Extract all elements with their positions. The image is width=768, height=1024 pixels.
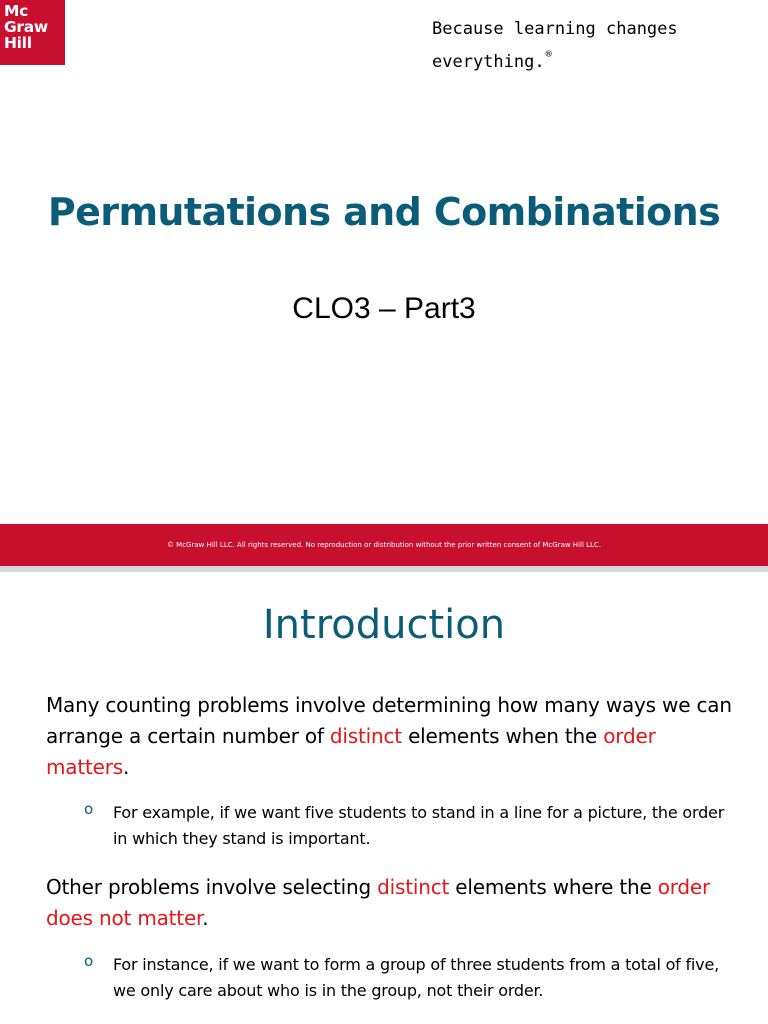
intro-slide (0, 572, 768, 1024)
para2-text-1: Other problems involve selecting (46, 875, 378, 899)
copyright-footer (0, 524, 768, 566)
bullet-circle-icon: o (84, 800, 93, 818)
sub-bullet-2-text: For instance, if we want to form a group of three students from a total of five, we only care about who is in the group, not their order. (113, 955, 719, 1000)
para2-text-2: elements where the (449, 875, 658, 899)
sub-bullet-1-text: For example, if we want five students to stand in a line for a picture, the order in which they stand is important. (113, 803, 725, 848)
logo-line-2: Graw (4, 18, 48, 36)
sub-bullet-1 (84, 800, 734, 852)
tagline (432, 16, 732, 75)
intro-paragraph-1 (46, 690, 736, 783)
intro-title: Introduction (262, 602, 506, 648)
mcgraw-hill-logo (0, 0, 65, 65)
logo-line-3: Hill (4, 34, 32, 52)
logo-line-1: Mc (4, 2, 29, 20)
intro-paragraph-2 (46, 872, 736, 934)
slide-title: Permutations and Combinations (47, 190, 721, 234)
para1-text-3: . (122, 755, 130, 779)
copyright-text: © McGraw Hill LLC. All rights reserved. No reproduction or distribution without the prior written consent of McGraw Hill LLC. (166, 541, 602, 549)
tagline-text: Because learning changes everything. (432, 19, 678, 72)
registered-mark: ® (545, 49, 552, 60)
para2-highlight-distinct: distinct (377, 875, 450, 899)
para2-highlight-order: order does not matter (46, 875, 711, 930)
para1-text-2: elements when the (401, 724, 604, 748)
para1-text-1: Many counting problems involve determining how many ways we can arrange a certain number of (46, 693, 732, 748)
para2-text-3: . (202, 906, 209, 930)
slide-subtitle: CLO3 – Part3 (292, 292, 476, 325)
bullet-circle-icon: o (84, 952, 93, 970)
sub-bullet-2 (84, 952, 734, 1004)
para1-highlight-distinct: distinct (329, 724, 402, 748)
para1-highlight-order: order matters (46, 724, 656, 779)
